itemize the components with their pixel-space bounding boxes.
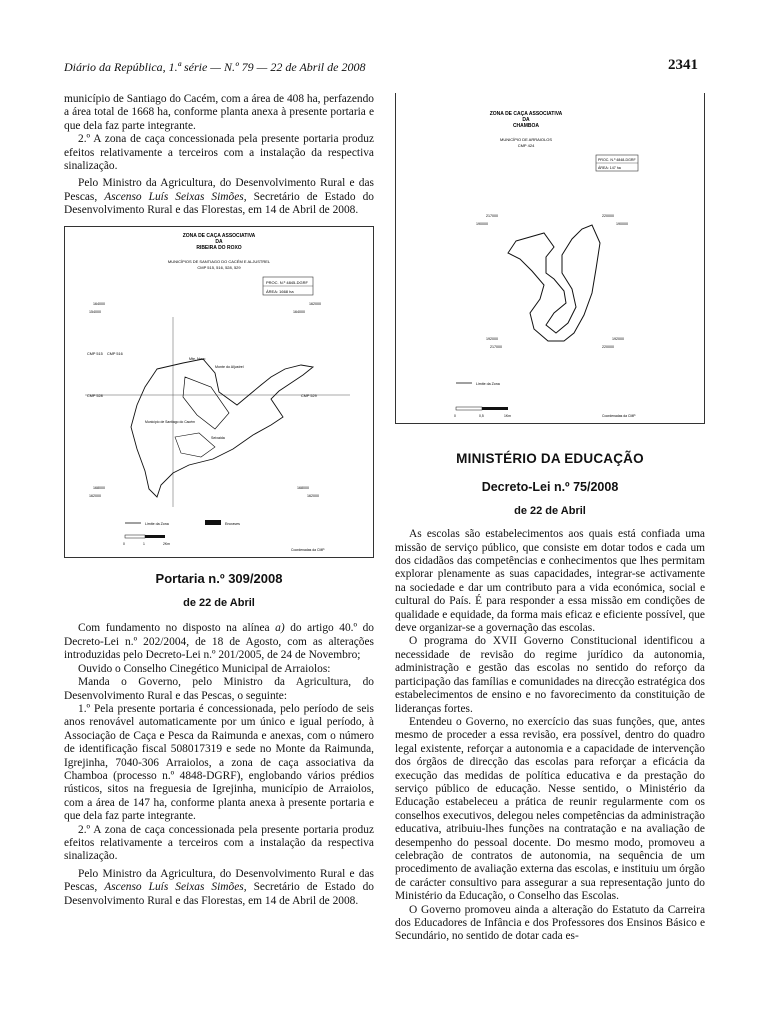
portaria-date: de 22 de Abril: [183, 597, 255, 610]
place-label: Município de Santiago do Cacém: [145, 419, 195, 424]
scale-bar-segment: [456, 407, 482, 410]
coordinate-label: 220000: [602, 214, 614, 218]
map-source: Coordenadas da CMP: [602, 414, 636, 418]
coordinate-label: 154000: [89, 309, 101, 314]
scale-label: 0,5: [479, 414, 484, 418]
map-subtitle: CMP 515, 516, 528, 529: [197, 264, 241, 270]
zone-boundary: [508, 225, 600, 341]
place-label: Monte do Aljustrel: [215, 364, 244, 369]
ministry-heading: MINISTÉRIO DA EDUCAÇÃO: [456, 451, 644, 466]
map-title: ZONA DE CAÇA ASSOCIATIVA: [182, 232, 256, 239]
paragraph: 2.º A zona de caça concessionada pela presente portaria produz efeitos relativamente a terceiros com a instalação da respectiva sinalização.: [64, 133, 374, 173]
scale-label: 1Km: [504, 414, 511, 418]
portaria-title: Portaria n.º 309/2008: [155, 570, 283, 586]
page-number: 2341: [668, 57, 698, 73]
decree-title: Decreto-Lei n.º 75/2008: [481, 480, 619, 495]
signatory-name: Ascenso Luís Seixas Simões,: [104, 190, 247, 203]
left-column: [64, 93, 374, 908]
coordinate-label: 192000: [612, 337, 624, 341]
paragraph: município de Santiago do Cacém, com a área de 408 ha, perfazendo a área total de 1668 ha, conforme planta anexa à presente portaria e que dela faz parte integrante.: [64, 93, 374, 132]
coordinate-label: 190000: [476, 222, 488, 226]
coordinate-label: 162000: [309, 301, 321, 306]
map-chamboa: [395, 93, 705, 424]
paragraph: Entendeu o Governo, no exercício das suas funções, que, antes mesmo de proceder a essa revisão, era possível, dentro do quadro legal existente, reforçar a autonomia e a capacidade de intervenção dos órgãos de direcção das escolas para reforçar a eficácia da execução das medidas de política educativa e da prestação do serviço público de educação. Nesse sentido, o Ministério da Educação estabeleceu a prática de reunir regularmente com os conselhos executivos, delegou neles competências da administração educativa, atribuiu-lhes funções na contratação e na avaliação de desempenho do pessoal docente. Do mesmo modo, promoveu a celebração de contratos de autonomia, na sequência de um procedimento de avaliação externa das escolas, e instituiu um órgão de carácter consultivo para assegurar a sua representação junto do Ministério da Educação, o Conselho das Escolas.: [395, 715, 705, 903]
scale-label: 2Km: [163, 541, 170, 546]
legend-label: Limite da Zona: [145, 521, 169, 526]
coordinate-label: 162000: [89, 493, 101, 498]
map-title: CHAMBOA: [512, 123, 540, 129]
paragraph: As escolas são estabelecimentos aos quais está confiada uma missão de serviço público, que consiste em dotar todos e cada um dos cidadãos das competências e conhecimentos que lhes permitam explorar plenamente as suas capacidades, integrar-se activamente na sociedade e dar um contributo para a vida económica, social e cultural do País. É para responder a essa missão em condições de qualidade e equidade, da forma mais eficaz e eficiente possível, que deve organizar-se a governação das escolas.: [395, 528, 705, 635]
scale-label: 1: [143, 541, 145, 546]
paragraph: O programa do XVII Governo Constitucional identificou a necessidade de revisão do regime jurídico da autonomia, administração e gestão das escolas no sentido do reforço da participação das famílias e comunidades na direcção estratégica dos estabelecimentos de ensino e no favorecimento da constituição de lideranças fortes.: [395, 635, 705, 715]
paragraph: Ouvido o Conselho Cinegético Municipal de Arraiolos:: [78, 662, 331, 675]
coordinate-label: 164000: [93, 301, 105, 306]
cmp-label: CMP 515: [87, 351, 103, 356]
scale-bar-segment: [482, 407, 508, 410]
legend-swatch: [205, 520, 221, 525]
process-number: PROC. N.º 4848-DGRF: [598, 158, 636, 162]
coordinate-label: 190000: [616, 222, 628, 226]
decree-date: de 22 de Abril: [514, 504, 586, 517]
map-subtitle: MUNICÍPIO DE ARRAIOLOS: [499, 137, 553, 142]
cmp-label: CMP 516: [107, 351, 123, 356]
paragraph: O Governo promoveu ainda a alteração do Estatuto da Carreira dos Educadores de Infância e dos Professores dos Ensinos Básico e Secundário, no sentido de dotar cada es-: [395, 903, 705, 943]
cmp-label: CMP 528: [87, 393, 103, 398]
map-title: DA: [522, 117, 530, 123]
scale-label: 0: [454, 414, 456, 418]
coordinate-label: 217000: [490, 345, 502, 349]
coordinate-label: 164000: [293, 309, 305, 314]
legend-label: Limite da Zona: [476, 382, 500, 386]
map-title: DA: [215, 238, 223, 245]
signature-paragraph: Pelo Ministro da Agricultura, do Desenvolvimento Rural e das Pescas, Ascenso Luís Seixas Simões, Secretário de Estado do Desenvolvimento Rural e das Florestas, em 14 de Abril de 2008.: [64, 867, 374, 907]
scale-label: 0: [123, 541, 125, 546]
coordinate-label: 217000: [486, 214, 498, 218]
map-subtitle: MUNICÍPIOS DE SANTIAGO DO CACÉM E ALJUSTREL: [167, 258, 271, 264]
coordinate-label: 168000: [297, 485, 309, 490]
journal-title: Diário da República, 1.ª série — N.º 79 — 22 de Abril de 2008: [64, 60, 366, 74]
scale-bar-segment: [125, 535, 145, 538]
process-number: PROC. N.º 4845-DGRF: [266, 279, 308, 285]
page-header: [64, 57, 704, 80]
scale-bar-segment: [145, 535, 165, 538]
paragraph: 2.º A zona de caça concessionada pela presente portaria produz efeitos relativamente a terceiros com a instalação da respectiva sinalização.: [64, 823, 374, 863]
map-area: ÁREA: 147 ha: [598, 166, 621, 170]
map-subtitle: CMP 424: [517, 143, 535, 148]
map-source: Coordenadas da CMP: [291, 547, 325, 552]
map-title: ZONA DE CAÇA ASSOCIATIVA: [489, 111, 563, 117]
signatory-name: Ascenso Luís Seixas Simões,: [104, 881, 247, 894]
coordinate-label: 220000: [602, 345, 614, 349]
map-ribeira-do-roxo: [64, 226, 374, 558]
cmp-label: CMP 529: [301, 393, 317, 398]
paragraph: 1.º Pela presente portaria é concessionada, pelo período de seis anos renovável automaticamente por um único e igual período, à Associação de Caça e Pesca da Raimunda e anexas, com o número de identificação fiscal 508017319 e sede no Monte da Raimunda, Igrejinha, 7040-306 Arraiolos, a zona de caça associativa da Chamboa (processo n.º 4848-DGRF), englobando vários prédios rústicos, sitos na freguesia de Igrejinha, município de Arraiolos, com a área de 147 ha, conforme planta anexa à presente portaria e que dela faz parte integrante.: [64, 702, 374, 823]
zone-boundary-inner: [175, 433, 215, 457]
place-label: Mte. Novo: [189, 356, 206, 361]
signature-paragraph: Pelo Ministro da Agricultura, do Desenvolvimento Rural e das Pescas, Ascenso Luís Seixas Simões, Secretário de Estado do Desenvolvimento Rural e das Florestas, em 14 de Abril de 2008.: [64, 177, 374, 217]
map-title: RIBEIRA DO ROXO: [196, 244, 242, 251]
legend-label: Encraves: [225, 521, 240, 526]
coordinate-label: 162000: [307, 493, 319, 498]
coordinate-label: 192000: [486, 337, 498, 341]
place-label: Seixaida: [211, 435, 225, 440]
right-column: [395, 93, 705, 944]
paragraph: Com fundamento no disposto na alínea a) do artigo 40.º do Decreto-Lei n.º 202/2004, de 18 de Agosto, com as alterações introduzidas pelo Decreto-Lei n.º 201/2005, de 24 de Novembro;: [64, 622, 374, 662]
coordinate-label: 168000: [93, 485, 105, 490]
map-area: ÁREA: 1668 ha: [266, 288, 294, 294]
paragraph: Manda o Governo, pelo Ministro da Agricultura, do Desenvolvimento Rural e das Pescas, o seguinte:: [64, 676, 374, 702]
